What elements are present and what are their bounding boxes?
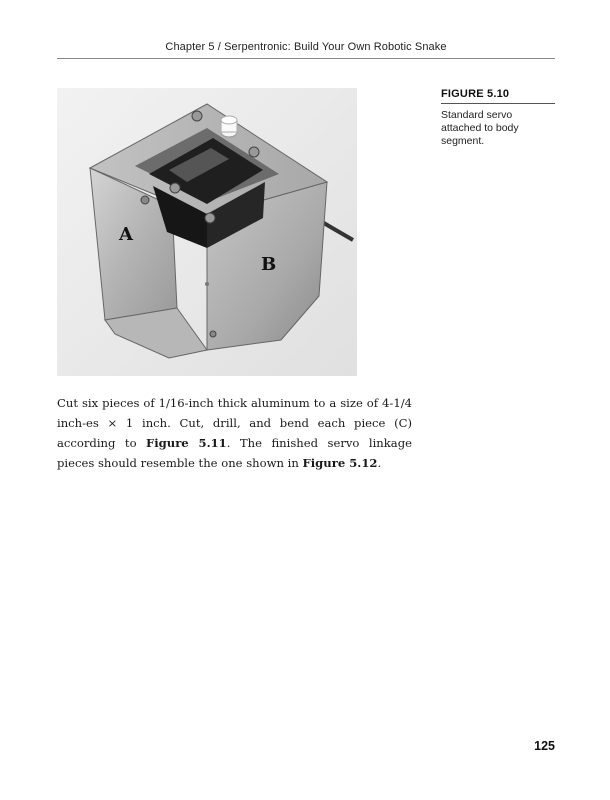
figure-caption-text: Standard servo attached to body segment. — [441, 109, 519, 147]
photo-label-a: A — [119, 224, 133, 245]
screw-4 — [205, 213, 215, 223]
body-text-2: . The finished servo linkage pieces should resemble the one shown in — [57, 436, 412, 470]
body-paragraph — [57, 393, 412, 473]
screw-3 — [170, 183, 180, 193]
figure-ref-5-12: Figure 5.12 — [302, 456, 378, 470]
page-number: 125 — [534, 739, 555, 753]
screw-1 — [192, 111, 202, 121]
figure-caption — [441, 88, 555, 148]
photo-label-b: B — [261, 254, 277, 275]
header-rule — [57, 58, 555, 59]
figure-label: FIGURE 5.10 — [441, 88, 555, 104]
running-head: Chapter 5 / Serpentronic: Build Your Own Robotic Snake — [165, 41, 447, 53]
servo-bracket-illustration — [57, 88, 357, 376]
figure-ref-5-11: Figure 5.11 — [146, 436, 227, 450]
figure-photo — [57, 88, 357, 376]
body-text-3: . — [377, 456, 382, 470]
screw-2 — [249, 147, 259, 157]
body-text-1: Cut six pieces of 1/16-inch thick aluminum to a size of 4-1/4 inch-es × 1 inch. Cut, drill, and bend each piece (C) according to — [57, 396, 412, 450]
